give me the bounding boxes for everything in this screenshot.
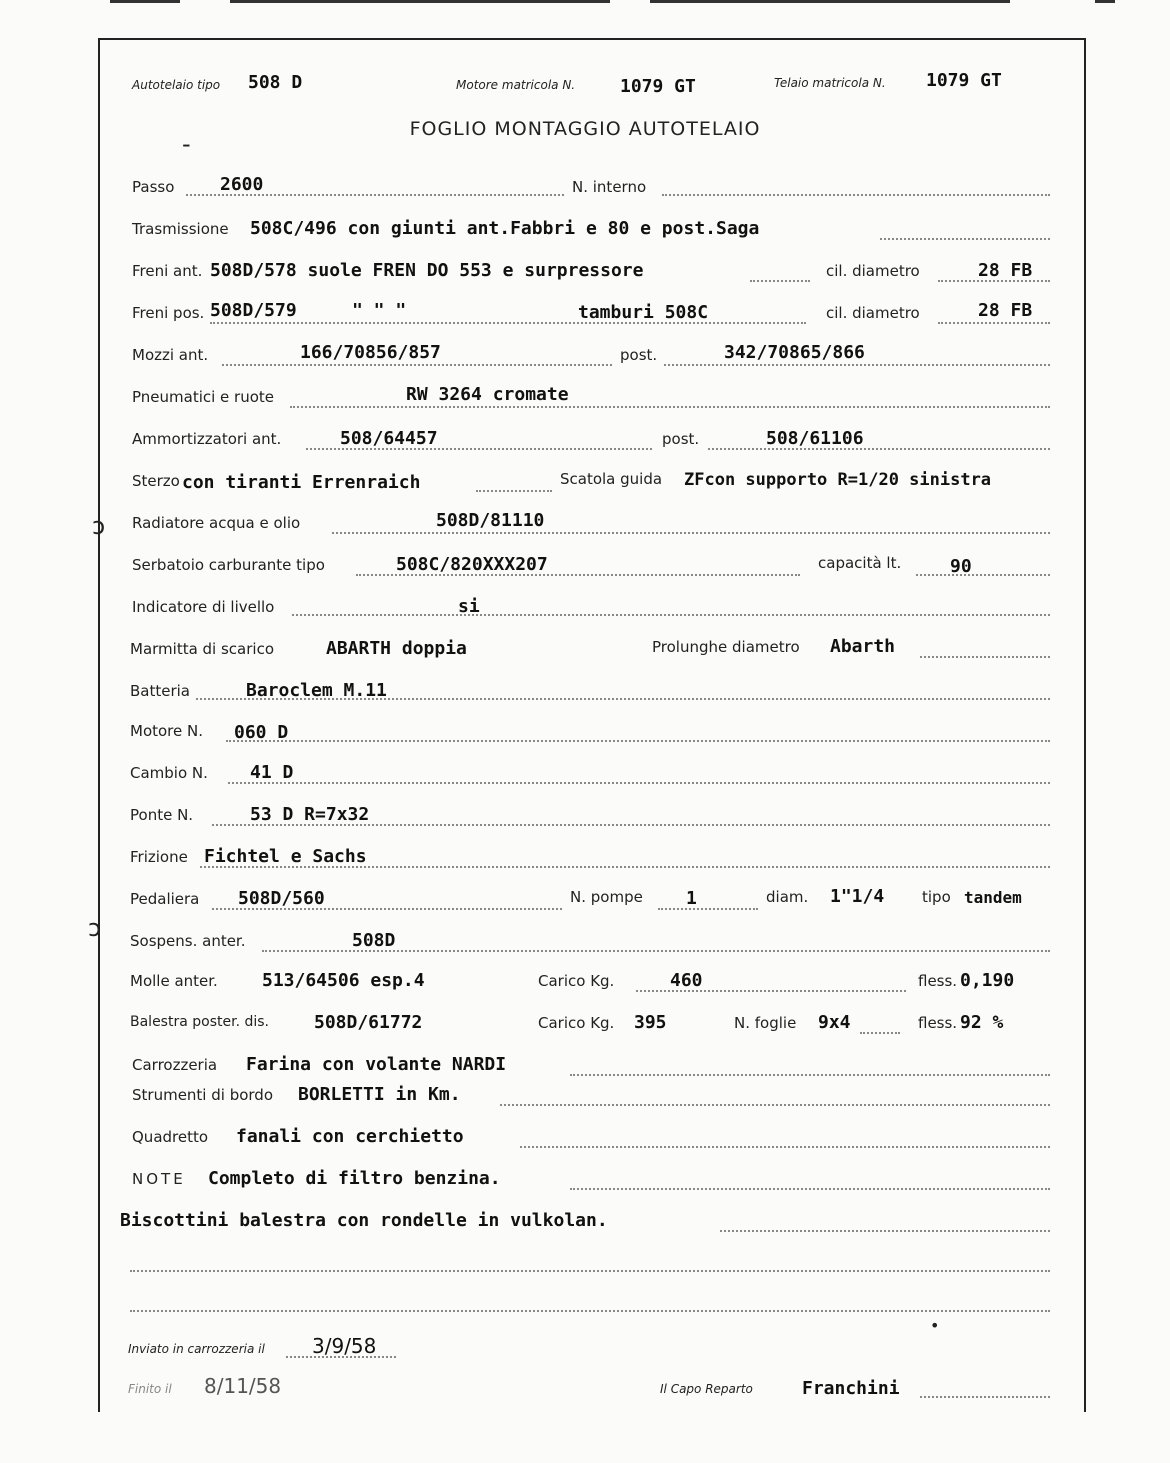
frizione-value: Fichtel e Sachs xyxy=(204,846,367,867)
molle-label: Molle anter. xyxy=(130,972,218,990)
capacita-label: capacità lt. xyxy=(818,554,902,572)
interno-label: N. interno xyxy=(572,178,647,196)
mozzi-post-label: post. xyxy=(620,346,658,364)
marmitta-label: Marmitta di scarico xyxy=(130,640,275,658)
molle-carico-label: Carico Kg. xyxy=(538,972,615,990)
foglie-value: 9x4 xyxy=(818,1012,851,1033)
prolunghe-label: Prolunghe diametro xyxy=(652,638,800,656)
motore-matricola-label: Motore matricola N. xyxy=(456,78,576,92)
strumenti-value: BORLETTI in Km. xyxy=(298,1084,461,1105)
freni-pos-ditto-marks: " " " xyxy=(352,300,407,321)
finito-value: 8/11/58 xyxy=(204,1374,282,1398)
mozzi-value: 166/70856/857 xyxy=(300,342,441,363)
cambio-label: Cambio N. xyxy=(130,764,208,782)
serbatoio-label: Serbatoio carburante tipo xyxy=(132,556,325,574)
pneumatici-value: RW 3264 cromate xyxy=(406,384,569,405)
telaio-matricola-value: 1079 GT xyxy=(926,70,1002,91)
finito-label: Finito il xyxy=(128,1382,172,1396)
pompe-value: 1 xyxy=(686,888,697,909)
sterzo-label: Sterzo xyxy=(132,472,180,490)
freni-pos-label: Freni pos. xyxy=(132,304,205,322)
dotted-line xyxy=(750,280,810,282)
carrozzeria-value: Farina con volante NARDI xyxy=(246,1054,507,1075)
dotted-line xyxy=(500,1104,1050,1106)
tipo-label: tipo xyxy=(922,888,951,906)
foglie-label: N. foglie xyxy=(734,1014,797,1032)
inviato-label: Inviato in carrozzeria il xyxy=(128,1342,265,1356)
quadretto-label: Quadretto xyxy=(132,1128,209,1146)
ponte-label: Ponte N. xyxy=(130,806,194,824)
dotted-line xyxy=(210,322,806,324)
dotted-line xyxy=(222,364,612,366)
molle-carico-value: 460 xyxy=(670,970,703,991)
note-value: Completo di filtro benzina. xyxy=(208,1168,501,1189)
dotted-line xyxy=(708,448,1050,450)
indicatore-label: Indicatore di livello xyxy=(132,598,275,616)
motore-n-value: 060 D xyxy=(234,722,289,743)
dotted-line xyxy=(476,490,552,492)
trasmissione-label: Trasmissione xyxy=(132,220,229,238)
ink-mark: ↄ xyxy=(88,914,102,942)
balestra-carico-value: 395 xyxy=(634,1012,667,1033)
motore-n-label: Motore N. xyxy=(130,722,204,740)
batteria-value: Baroclem M.11 xyxy=(246,680,387,701)
dotted-line xyxy=(332,532,1050,534)
freni-pos-cil-label: cil. diametro xyxy=(826,304,920,322)
cambio-value: 41 D xyxy=(250,762,294,783)
scatola-value: ZFcon supporto R=1/20 sinistra xyxy=(684,470,992,490)
dotted-line xyxy=(226,740,1050,742)
balestra-value: 508D/61772 xyxy=(314,1012,423,1033)
dotted-line xyxy=(920,1396,1050,1398)
balestra-carico-label: Carico Kg. xyxy=(538,1014,615,1032)
ink-mark: - xyxy=(182,130,191,158)
dotted-line xyxy=(916,574,1050,576)
dotted-line xyxy=(228,782,1050,784)
passo-label: Passo xyxy=(132,178,175,196)
pompe-label: N. pompe xyxy=(570,888,643,906)
freni-pos-value: 508D/579 xyxy=(210,300,297,321)
serbatoio-value: 508C/820XXX207 xyxy=(396,554,548,575)
ammortizzatori-label: Ammortizzatori ant. xyxy=(132,430,282,448)
diam-label: diam. xyxy=(766,888,809,906)
quadretto-value: fanali con cerchietto xyxy=(236,1126,464,1147)
mozzi-label: Mozzi ant. xyxy=(132,346,209,364)
radiatore-label: Radiatore acqua e olio xyxy=(132,514,301,532)
dotted-line xyxy=(664,364,1050,366)
dotted-line xyxy=(130,1310,1050,1312)
molle-fless-label: fless. xyxy=(918,972,958,990)
trasmissione-value: 508C/496 con giunti ant.Fabbri e 80 e post.Saga xyxy=(250,218,760,239)
ammortizzatori-post-label: post. xyxy=(662,430,700,448)
carrozzeria-label: Carrozzeria xyxy=(132,1056,218,1074)
ink-mark: • xyxy=(930,1316,940,1335)
ammortizzatori-post-value: 508/61106 xyxy=(766,428,864,449)
tipo-value: tandem xyxy=(964,888,1022,907)
dotted-line xyxy=(920,656,1050,658)
balestra-label: Balestra poster. dis. xyxy=(130,1014,269,1030)
inviato-value: 3/9/58 xyxy=(312,1334,377,1358)
dotted-line xyxy=(130,1270,1050,1272)
frizione-label: Frizione xyxy=(130,848,188,866)
dotted-line xyxy=(570,1074,1050,1076)
passo-value: 2600 xyxy=(220,174,264,195)
note-label: NOTE xyxy=(132,1170,186,1188)
pedaliera-label: Pedaliera xyxy=(130,890,200,908)
balestra-fless-label: fless. xyxy=(918,1014,958,1032)
autotelaio-label: Autotelaio tipo xyxy=(132,78,221,92)
sospens-value: 508D xyxy=(352,930,396,951)
motore-matricola-value: 1079 GT xyxy=(620,76,696,97)
note-line-2: Biscottini balestra con rondelle in vulkolan. xyxy=(120,1210,608,1231)
indicatore-value: si xyxy=(458,596,480,617)
prolunghe-value: Abarth xyxy=(830,636,896,657)
marmitta-value: ABARTH doppia xyxy=(326,638,467,659)
form-title: FOGLIO MONTAGGIO AUTOTELAIO xyxy=(409,118,761,140)
dotted-line xyxy=(662,194,1050,196)
dotted-line xyxy=(860,1032,900,1034)
freni-ant-value: 508D/578 suole FREN DO 553 e surpressore xyxy=(210,260,644,281)
dotted-line xyxy=(720,1230,1050,1232)
molle-fless-value: 0,190 xyxy=(960,970,1015,991)
diam-value: 1"1/4 xyxy=(830,886,885,907)
ponte-value: 53 D R=7x32 xyxy=(250,804,370,825)
balestra-fless-value: 92 % xyxy=(960,1012,1004,1033)
dotted-line xyxy=(290,406,1050,408)
freni-pos-cil-value: 28 FB xyxy=(978,300,1033,321)
dotted-line xyxy=(570,1188,1050,1190)
capo-reparto-value: Franchini xyxy=(802,1378,900,1399)
freni-ant-label: Freni ant. xyxy=(132,262,203,280)
capo-reparto-label: Il Capo Reparto xyxy=(660,1382,753,1396)
autotelaio-value: 508 D xyxy=(248,72,303,93)
telaio-matricola-label: Telaio matricola N. xyxy=(774,76,886,90)
dotted-line xyxy=(658,908,758,910)
freni-ant-cil-label: cil. diametro xyxy=(826,262,920,280)
dotted-line xyxy=(292,614,1050,616)
molle-value: 513/64506 esp.4 xyxy=(262,970,425,991)
scatola-label: Scatola guida xyxy=(560,470,663,488)
ink-mark: ↄ xyxy=(92,512,106,540)
sospens-label: Sospens. anter. xyxy=(130,932,246,950)
radiatore-value: 508D/81110 xyxy=(436,510,545,531)
ammortizzatori-value: 508/64457 xyxy=(340,428,438,449)
mozzi-post-value: 342/70865/866 xyxy=(724,342,865,363)
freni-pos-extra: tamburi 508C xyxy=(578,302,709,323)
top-edge-marks xyxy=(0,0,1170,6)
dotted-line xyxy=(880,238,1050,240)
dotted-line xyxy=(520,1146,1050,1148)
strumenti-label: Strumenti di bordo xyxy=(132,1086,273,1104)
batteria-label: Batteria xyxy=(130,682,190,700)
pneumatici-label: Pneumatici e ruote xyxy=(132,388,275,406)
capacita-value: 90 xyxy=(950,556,972,577)
pedaliera-value: 508D/560 xyxy=(238,888,325,909)
dotted-line xyxy=(938,322,1050,324)
freni-ant-cil-value: 28 FB xyxy=(978,260,1033,281)
sterzo-value: con tiranti Errenraich xyxy=(182,472,421,493)
